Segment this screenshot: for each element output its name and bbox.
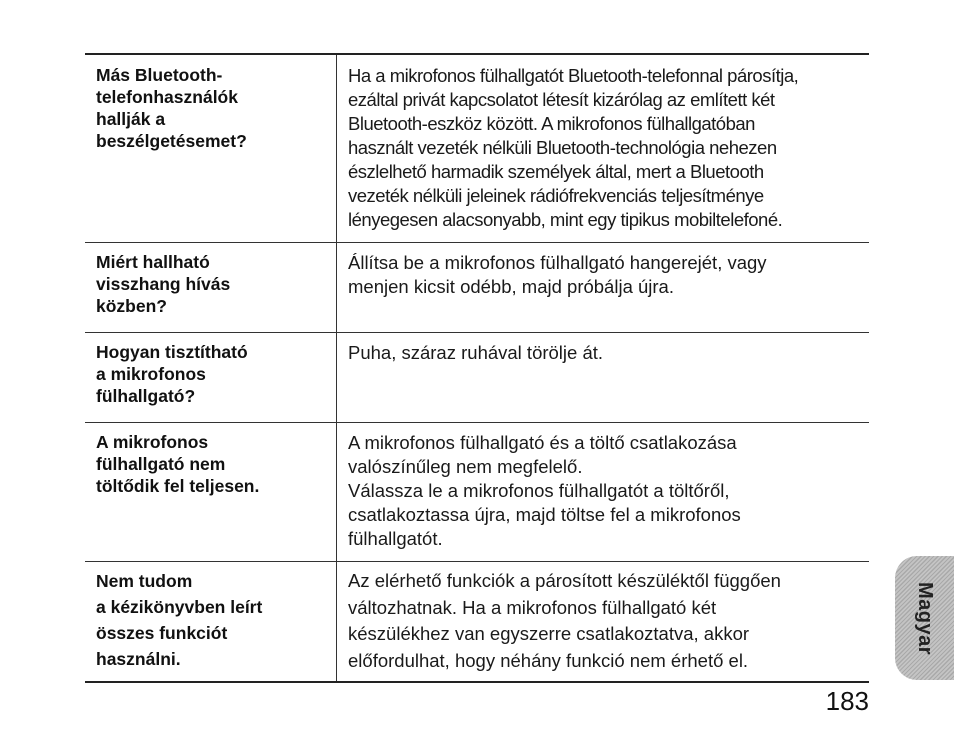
faq-answer: Állítsa be a mikrofonos fülhallgató hangerejét, vagy menjen kicsit odébb, majd próbálja újra. [348, 252, 767, 297]
faq-answer: Puha, száraz ruhával törölje át. [348, 342, 604, 363]
faq-table [85, 53, 869, 683]
faq-answer: Ha a mikrofonos fülhallgatót Bluetooth-telefonnal párosítja, ezáltal privát kapcsolatot létesít kizárólag az említett két Bluetooth-eszköz között. A mikrofonos fülhallgatóban használt vezeték nélküli Bluetooth-technológia nehezen észlelhető harmadik személyek által, mert a Bluetooth vezeték nélküli jeleinek rádiófrekvenciás teljesítménye lényegesen alacsonyabb, mint egy tipikus mobiltelefoné. [348, 65, 799, 230]
language-tab-label: Magyar [914, 581, 936, 655]
faq-row [85, 333, 869, 423]
faq-row [85, 243, 869, 333]
faq-answer: A mikrofonos fülhallgató és a töltő csatlakozása valószínűleg nem megfelelő. Válassza le a mikrofonos fülhallgatót a töltőről, csatlakoztassa újra, majd töltse fel a mikrofonos fülhallgatót. [348, 432, 741, 549]
faq-row [85, 55, 869, 243]
faq-row [85, 562, 869, 683]
faq-question: Nem tudom a kézikönyvben leírt összes funkciót használni. [85, 562, 337, 681]
faq-question: Hogyan tisztítható a mikrofonos fülhallgató? [85, 333, 337, 422]
faq-question: Más Bluetooth- telefonhasználók hallják a beszélgetésemet? [85, 55, 337, 242]
faq-question: Miért hallható visszhang hívás közben? [85, 243, 337, 332]
faq-question: A mikrofonos fülhallgató nem töltődik fel teljesen. [85, 423, 337, 561]
language-side-tab [895, 556, 954, 680]
page-number: 183 [825, 686, 869, 716]
faq-row [85, 423, 869, 562]
faq-answer: Az elérhető funkciók a párosított készüléktől függően változhatnak. Ha a mikrofonos fülhallgató két készülékhez van egyszerre csatlakoztatva, akkor előfordulhat, hogy néhány funkció nem érhető el. [348, 570, 781, 671]
